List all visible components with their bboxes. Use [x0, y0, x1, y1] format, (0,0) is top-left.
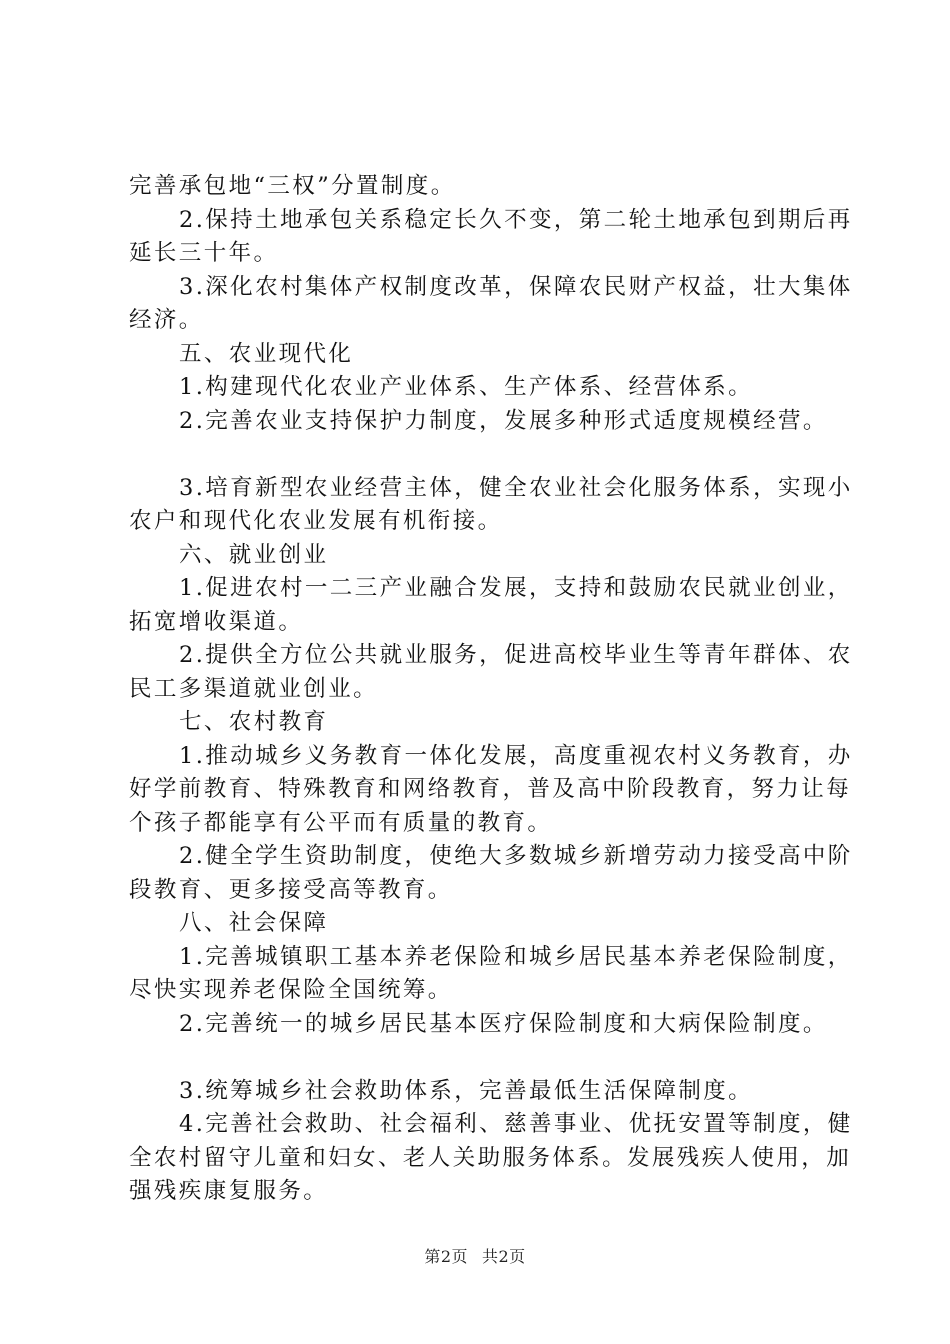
blank-line [129, 438, 854, 472]
paragraph-item: 1.推动城乡义务教育一体化发展，高度重视农村义务教育，办好学前教育、特殊教育和网络教育，普及高中阶段教育，努力让每个孩子都能享有公平而有质量的教育。 [129, 742, 853, 836]
paragraph-item: 1.构建现代化农业产业体系、生产体系、经营体系。 [179, 374, 754, 400]
paragraph-item: 2.保持土地承包关系稳定长久不变，第二轮土地承包到期后再延长三十年。 [129, 206, 853, 266]
paragraph-item: 1.促进农村一二三产业融合发展，支持和鼓励农民就业创业，拓宽增收渠道。 [129, 575, 853, 635]
paragraph-item: 3.培育新型农业经营主体，健全农业社会化服务体系，实现小农户和现代化农业发展有机衔接。 [129, 474, 853, 534]
section-heading: 八、社会保障 [179, 910, 329, 936]
paragraph-item: 1.完善城镇职工基本养老保险和城乡居民基本养老保险制度，尽快实现养老保险全国统筹。 [129, 943, 853, 1003]
paragraph-item: 3.统筹城乡社会救助体系，完善最低生活保障制度。 [179, 1077, 754, 1104]
paragraph-continuation: 完善承包地“三权”分置制度。 [129, 173, 456, 199]
page-number-total: 共2页 [482, 1247, 526, 1266]
paragraph-item: 2.提供全方位公共就业服务，促进高校毕业生等青年群体、农民工多渠道就业创业。 [129, 642, 853, 702]
paragraph-item: 2.健全学生资助制度，使绝大多数城乡新增劳动力接受高中阶段教育、更多接受高等教育。 [129, 843, 853, 903]
page-number-current: 第2页 [424, 1247, 468, 1266]
paragraph-item: 2.完善统一的城乡居民基本医疗保险制度和大病保险制度。 [179, 1010, 828, 1037]
section-heading: 七、农村教育 [179, 709, 329, 735]
page-footer [0, 1244, 950, 1267]
section-heading: 六、就业创业 [179, 541, 329, 568]
section-heading: 五、农业现代化 [179, 340, 354, 367]
paragraph-item: 2.完善农业支持保护力制度，发展多种形式适度规模经营。 [179, 407, 828, 434]
document-body [129, 170, 854, 1209]
blank-line [129, 1041, 854, 1075]
paragraph-item: 4.完善社会救助、社会福利、慈善事业、优抚安置等制度，健全农村留守儿童和妇女、老人关助服务体系。发展残疾人使用，加强残疾康复服务。 [129, 1111, 853, 1204]
paragraph-item: 3.深化农村集体产权制度改革，保障农民财产权益，壮大集体经济。 [129, 273, 853, 333]
